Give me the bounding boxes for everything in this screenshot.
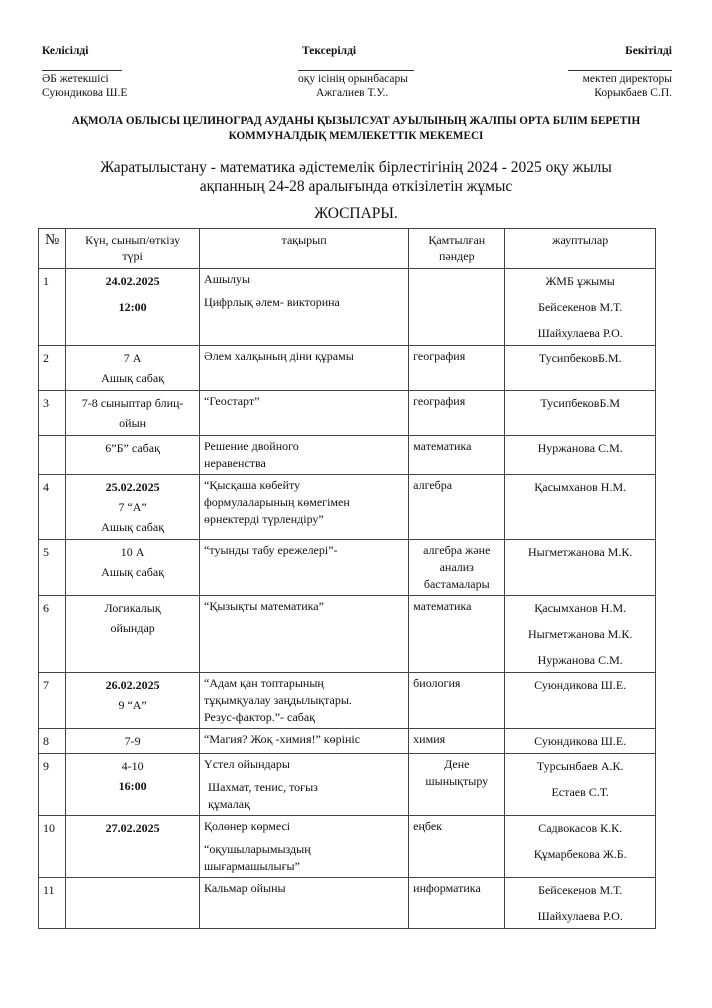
row-responsible-name: Суюндикова Ш.Е. bbox=[534, 678, 627, 692]
row-subject: математика bbox=[409, 596, 505, 673]
row-date-line: 27.02.2025 bbox=[105, 821, 160, 835]
row-topic-line: “оқушыларымыздың bbox=[204, 842, 311, 856]
row-date-cell bbox=[66, 754, 200, 816]
row-topic-line: “Қызықты математика” bbox=[204, 599, 324, 613]
row-topic-line: Үстел ойындары bbox=[204, 757, 290, 771]
row-subject: еңбек bbox=[409, 816, 505, 878]
plan-title bbox=[40, 158, 672, 196]
row-responsible-name: ЖМБ ұжымы bbox=[545, 274, 615, 288]
row-topic-line: Цифрлық әлем- викторина bbox=[204, 295, 340, 309]
row-responsible-name: Құмарбекова Ж.Б. bbox=[533, 847, 627, 861]
row-responsible-cell bbox=[505, 754, 656, 816]
row-subject bbox=[409, 269, 505, 346]
table-row bbox=[39, 269, 656, 346]
row-subject: биология bbox=[409, 673, 505, 729]
row-topic-line: “Адам қан топтарының bbox=[204, 676, 324, 690]
signature-line bbox=[298, 70, 414, 71]
row-topic-cell bbox=[200, 436, 409, 475]
row-date-line: Ашық сабақ bbox=[101, 520, 165, 534]
row-topic-line: “Геостарт” bbox=[204, 394, 260, 408]
row-date-line: 6”Б” сабақ bbox=[105, 441, 160, 455]
organization-line: КОММУНАЛДЫҚ МЕМЛЕКЕТТІК МЕКЕМЕСІ bbox=[228, 130, 484, 142]
row-responsible-name: Бейсекенов М.Т. bbox=[538, 300, 623, 314]
row-topic-cell bbox=[200, 391, 409, 436]
organization-line: АҚМОЛА ОБЛЫСЫ ЦЕЛИНОГРАД АУДАНЫ ҚЫЗЫЛСУАТ АУЫЛЫНЫҢ ЖАЛПЫ ОРТА БІЛІМ БЕРЕТІН bbox=[71, 115, 641, 127]
row-responsible-cell bbox=[505, 475, 656, 540]
row-responsible-name: Шайхулаева Р.О. bbox=[537, 909, 623, 923]
approval-agreed bbox=[42, 44, 162, 100]
row-responsible-name: Қасымханов Н.М. bbox=[534, 601, 627, 615]
row-topic-line: құмалақ bbox=[208, 797, 250, 811]
row-topic-line: неравенства bbox=[204, 456, 266, 470]
row-date-cell bbox=[66, 391, 200, 436]
row-date-cell bbox=[66, 878, 200, 929]
header-subjects-line: Қамтылған bbox=[428, 233, 486, 247]
row-date-line: ойындар bbox=[110, 621, 155, 635]
row-date-cell bbox=[66, 540, 200, 596]
row-responsible-name: Бейсекенов М.Т. bbox=[538, 883, 623, 897]
row-responsible-cell bbox=[505, 391, 656, 436]
row-date-line: 7-9 bbox=[124, 734, 141, 748]
row-number: 5 bbox=[39, 540, 66, 596]
approval-role: ӘБ жетекшісі bbox=[42, 73, 109, 85]
row-topic-line: өрнектерді түрлендіру” bbox=[204, 512, 324, 526]
approval-checked bbox=[298, 44, 438, 100]
row-date-cell bbox=[66, 673, 200, 729]
row-responsible-cell bbox=[505, 729, 656, 754]
row-responsible-cell bbox=[505, 673, 656, 729]
header-date bbox=[66, 229, 200, 269]
signature-line bbox=[568, 70, 672, 71]
row-responsible-name: ТусипбековБ.М. bbox=[538, 351, 622, 365]
approval-role: оқу ісінің орынбасары bbox=[298, 73, 408, 85]
row-topic-line: Әлем халқының діни құрамы bbox=[204, 349, 354, 363]
table-row bbox=[39, 391, 656, 436]
signature-line bbox=[42, 70, 122, 71]
row-date-cell bbox=[66, 475, 200, 540]
row-topic-line: Решение двойного bbox=[204, 439, 299, 453]
approval-block bbox=[0, 44, 712, 104]
row-responsible-name: Естаев С.Т. bbox=[551, 785, 609, 799]
organization-name bbox=[40, 114, 672, 144]
row-responsible-name: Турсынбаев А.К. bbox=[536, 759, 624, 773]
approval-role: мектеп директоры bbox=[582, 73, 672, 85]
row-topic-line: Резус-фактор.”- сабақ bbox=[204, 710, 316, 724]
header-subjects-line: пәндер bbox=[438, 249, 475, 263]
table-row bbox=[39, 346, 656, 391]
row-date-cell bbox=[66, 816, 200, 878]
row-topic-line: “Магия? Жоқ -химия!” көрініс bbox=[204, 732, 361, 746]
approval-name: Корыкбаев С.П. bbox=[594, 87, 672, 99]
row-subject: алгебра bbox=[409, 475, 505, 540]
row-number: 4 bbox=[39, 475, 66, 540]
row-topic-cell bbox=[200, 673, 409, 729]
plan-title-line: Жаратылыстану - математика әдістемелік бірлестігінің 2024 - 2025 оқу жылы bbox=[100, 159, 612, 176]
header-subjects bbox=[409, 229, 505, 269]
row-subject: Дене шынықтыру bbox=[409, 754, 505, 816]
row-subject: география bbox=[409, 346, 505, 391]
row-date-line: 26.02.2025 bbox=[105, 678, 160, 692]
row-number: 9 bbox=[39, 754, 66, 816]
row-date-line: Логикалық bbox=[104, 601, 161, 615]
row-responsible-name: Қасымханов Н.М. bbox=[534, 480, 627, 494]
row-responsible-name: Нуржанова С.М. bbox=[537, 441, 623, 455]
row-date-cell bbox=[66, 346, 200, 391]
table-row bbox=[39, 754, 656, 816]
row-responsible-name: Шайхулаева Р.О. bbox=[537, 326, 623, 340]
row-number: 8 bbox=[39, 729, 66, 754]
row-topic-cell bbox=[200, 878, 409, 929]
row-date-line: ойын bbox=[119, 416, 147, 430]
row-topic-cell bbox=[200, 346, 409, 391]
row-number: 1 bbox=[39, 269, 66, 346]
approval-heading: Бекітілді bbox=[625, 45, 672, 57]
row-date-line: 12:00 bbox=[118, 300, 147, 314]
row-subject: алгебра және анализ бастамалары bbox=[409, 540, 505, 596]
row-topic-cell bbox=[200, 754, 409, 816]
plan-table bbox=[38, 228, 656, 929]
row-topic-cell bbox=[200, 540, 409, 596]
row-topic-line: “Қысқаша көбейту bbox=[204, 478, 301, 492]
approval-name: Ажгалиев Т.У.. bbox=[316, 87, 389, 99]
row-topic-line: Кальмар ойыны bbox=[204, 881, 286, 895]
row-number: 6 bbox=[39, 596, 66, 673]
table-row bbox=[39, 475, 656, 540]
header-date-line: түрі bbox=[122, 249, 143, 263]
table-row bbox=[39, 729, 656, 754]
row-responsible-cell bbox=[505, 540, 656, 596]
row-number: 2 bbox=[39, 346, 66, 391]
row-number bbox=[39, 436, 66, 475]
row-subject: математика bbox=[409, 436, 505, 475]
row-responsible-cell bbox=[505, 346, 656, 391]
approval-heading: Тексерілді bbox=[302, 45, 357, 57]
row-date-cell bbox=[66, 436, 200, 475]
row-date-line: 4-10 bbox=[121, 759, 144, 773]
row-date-line: 7 “А” bbox=[118, 500, 147, 514]
row-date-line: 16:00 bbox=[118, 779, 147, 793]
row-topic-line: шығармашылығы” bbox=[204, 859, 300, 873]
row-date-line: 7-8 сыныптар блиц- bbox=[81, 396, 184, 410]
row-date-cell bbox=[66, 269, 200, 346]
row-number: 7 bbox=[39, 673, 66, 729]
header-topic: тақырып bbox=[200, 229, 409, 269]
header-responsible: жауптылар bbox=[505, 229, 656, 269]
table-header-row bbox=[39, 229, 656, 269]
row-responsible-cell bbox=[505, 596, 656, 673]
plan-heading-word: ЖОСПАРЫ. bbox=[314, 205, 398, 222]
row-topic-cell bbox=[200, 729, 409, 754]
row-responsible-cell bbox=[505, 269, 656, 346]
row-topic-line: тұқымқуалау заңдылықтары. bbox=[204, 693, 352, 707]
table-row bbox=[39, 436, 656, 475]
row-date-line: 9 “А” bbox=[118, 698, 147, 712]
row-subject: информатика bbox=[409, 878, 505, 929]
row-topic-cell bbox=[200, 596, 409, 673]
plan-title-line: ақпанның 24-28 аралығында өткізілетін жұмыс bbox=[199, 178, 513, 195]
row-date-line: Ашық сабақ bbox=[101, 565, 165, 579]
row-topic-cell bbox=[200, 816, 409, 878]
row-topic-cell bbox=[200, 269, 409, 346]
row-responsible-cell bbox=[505, 816, 656, 878]
row-responsible-name: Нуржанова С.М. bbox=[537, 653, 623, 667]
row-number: 11 bbox=[39, 878, 66, 929]
approval-name: Суюндикова Ш.Е bbox=[42, 87, 128, 99]
row-responsible-name: Ныгметжанова М.К. bbox=[528, 545, 633, 559]
table-row bbox=[39, 816, 656, 878]
table-row bbox=[39, 673, 656, 729]
row-responsible-cell bbox=[505, 878, 656, 929]
table-row bbox=[39, 596, 656, 673]
row-date-line: 10 А bbox=[120, 545, 145, 559]
row-date-cell bbox=[66, 596, 200, 673]
row-responsible-cell bbox=[505, 436, 656, 475]
row-subject: география bbox=[409, 391, 505, 436]
row-date-line: 24.02.2025 bbox=[105, 274, 160, 288]
row-topic-cell bbox=[200, 475, 409, 540]
approval-approved bbox=[560, 44, 672, 100]
row-number: 10 bbox=[39, 816, 66, 878]
row-date-cell bbox=[66, 729, 200, 754]
header-number: № bbox=[39, 229, 66, 269]
row-responsible-name: Ныгметжанова М.К. bbox=[528, 627, 633, 641]
row-topic-line: “туынды табу ережелері”- bbox=[204, 543, 338, 557]
row-responsible-name: Садвокасов К.К. bbox=[538, 821, 623, 835]
row-date-line: Ашық сабақ bbox=[101, 371, 165, 385]
row-date-line: 25.02.2025 bbox=[105, 480, 160, 494]
row-date-line: 7 А bbox=[123, 351, 142, 365]
approval-heading: Келісілді bbox=[42, 45, 89, 57]
plan-table-body bbox=[39, 269, 656, 929]
row-topic-line: Шахмат, тенис, тоғыз bbox=[208, 780, 318, 794]
row-subject: химия bbox=[409, 729, 505, 754]
table-row bbox=[39, 540, 656, 596]
row-topic-line: Қолөнер көрмесі bbox=[204, 819, 291, 833]
row-topic-line: Ашылуы bbox=[204, 272, 251, 286]
row-responsible-name: ТусипбековБ.М bbox=[540, 396, 620, 410]
row-topic-line: формулаларының көмегімен bbox=[204, 495, 350, 509]
header-date-line: Күн, сынып/өткізу bbox=[85, 233, 181, 247]
table-row bbox=[39, 878, 656, 929]
row-responsible-name: Суюндикова Ш.Е. bbox=[534, 734, 627, 748]
row-number: 3 bbox=[39, 391, 66, 436]
